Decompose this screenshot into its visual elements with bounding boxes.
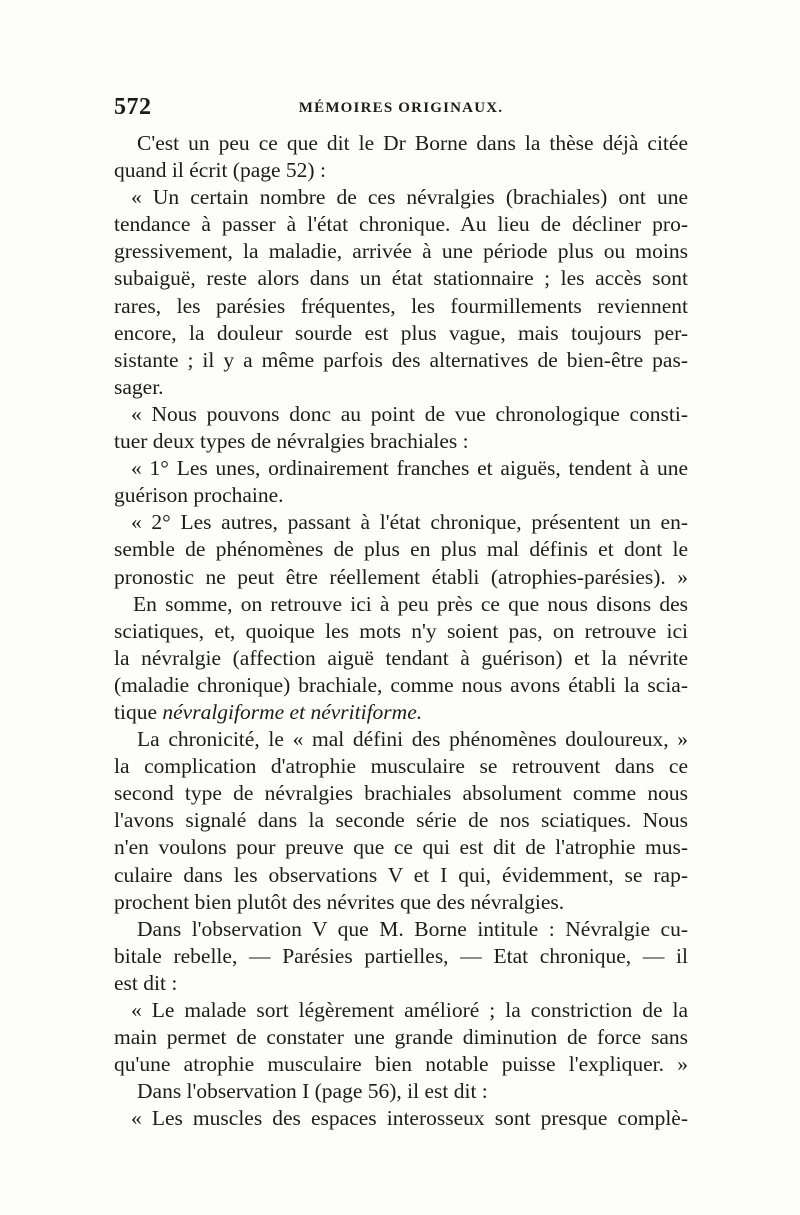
text-line (114, 455, 688, 482)
text-line-content: Dans l'observation V que M. Borne intitule : Névralgie cu- (137, 916, 688, 941)
body-text (114, 130, 688, 1132)
text-line (114, 645, 688, 672)
text-line (114, 889, 688, 916)
text-line-content: bitale rebelle, — Parésies partielles, — Etat chronique, — il (114, 943, 688, 968)
text-line (114, 699, 688, 726)
text-line (114, 211, 688, 238)
text-line-content: gressivement, la maladie, arrivée à une période plus ou moins (114, 239, 688, 264)
text-line-content: « Le malade sort légèrement amélioré ; la constriction de la (131, 998, 688, 1022)
text-line-content: rares, les parésies fréquentes, les fourmillements reviennent (114, 293, 688, 318)
text-line (114, 238, 688, 265)
text-line-content: tuer deux types de névralgies brachiales : (114, 429, 469, 454)
text-line (114, 184, 688, 211)
text-line (114, 1024, 688, 1051)
text-line-content: pronostic ne peut être réellement établi (atrophies-parésies). » (114, 564, 688, 589)
running-head: MÉMOIRES ORIGINAUX. (298, 100, 504, 116)
text-line-content: « Nous pouvons donc au point de vue chronologique consti- (131, 401, 688, 426)
text-line (114, 1078, 688, 1105)
text-line-content: « Les muscles des espaces interosseux sont presque complè- (131, 1106, 688, 1131)
text-line (114, 401, 688, 428)
text-line-content: « Un certain nombre de ces névralgies (brachiales) ont une (131, 185, 688, 210)
text-line-content: semble de phénomènes de plus en plus mal définis et dont le (114, 537, 688, 562)
text-line (114, 564, 688, 591)
text-line-content: (maladie chronique) brachiale, comme nous avons établi la scia- (114, 672, 688, 697)
text-line-content: prochent bien plutôt des névrites que des névralgies. (114, 889, 565, 914)
text-line (114, 374, 688, 401)
text-line (114, 320, 688, 347)
text-line (114, 618, 688, 645)
text-line (114, 130, 688, 157)
text-line (114, 970, 688, 997)
text-line (114, 943, 688, 970)
text-line-content: En somme, on retrouve ici à peu près ce que nous disons des (133, 591, 688, 616)
text-line (114, 265, 688, 292)
text-line-content: second type de névralgies brachiales absolument comme nous (114, 781, 688, 806)
text-line (114, 672, 688, 699)
text-line-content: main permet de constater une grande diminution de force sans (114, 1025, 688, 1050)
text-line (114, 753, 688, 780)
text-line (114, 780, 688, 807)
text-line-content: la complication d'atrophie musculaire se retrouvent dans ce (114, 754, 688, 779)
text-line (114, 293, 688, 320)
text-line-content: « 1° Les unes, ordinairement franches et aiguës, tendent à une (131, 456, 688, 481)
text-line (114, 347, 688, 374)
text-line-content: sager. (114, 374, 164, 399)
text-line (114, 726, 688, 753)
text-line (114, 1051, 688, 1078)
text-line (114, 157, 688, 184)
text-line-content: La chronicité, le « mal défini des phénomènes douloureux, » (137, 727, 688, 752)
text-line-content: l'avons signalé dans la seconde série de nos sciatiques. Nous (114, 808, 688, 833)
text-line-content: sistante ; il y a même parfois des alternatives de bien-être pas- (114, 347, 688, 372)
text-line-content: encore, la douleur sourde est plus vague, mais toujours per- (114, 320, 688, 345)
text-line (114, 916, 688, 943)
text-line-content: n'en voulons pour preuve que ce qui est dit de l'atrophie mus- (114, 835, 688, 860)
text-line (114, 834, 688, 861)
text-line (114, 591, 688, 618)
page-header (114, 94, 688, 124)
italic-term: névralgiforme et névritiforme. (162, 699, 423, 724)
text-line-content: « 2° Les autres, passant à l'état chronique, présentent un en- (131, 510, 688, 535)
page-number: 572 (114, 94, 152, 120)
text-line-content: subaiguë, reste alors dans un état stationnaire ; les accès sont (114, 266, 688, 291)
text-line (114, 862, 688, 889)
text-line-content: sciatiques, et, quoique les mots n'y soient pas, on retrouve ici (114, 618, 688, 643)
text-line-content: culaire dans les observations V et I qui, évidemment, se rap- (114, 862, 688, 887)
text-line-content: qu'une atrophie musculaire bien notable puisse l'expliquer. » (114, 1052, 688, 1077)
text-line (114, 482, 688, 509)
text-line-content: tique (114, 699, 163, 724)
text-line (114, 1105, 688, 1132)
text-line (114, 428, 688, 455)
text-line (114, 509, 688, 536)
text-line-content: la névralgie (affection aiguë tendant à guérison) et la névrite (114, 645, 688, 670)
text-line-content: tendance à passer à l'état chronique. Au lieu de décliner pro- (114, 212, 688, 237)
text-line-content: guérison prochaine. (114, 483, 284, 508)
text-line (114, 997, 688, 1024)
text-line-content: est dit : (114, 970, 178, 995)
text-line-content: quand il écrit (page 52) : (114, 158, 326, 183)
text-line-content: C'est un peu ce que dit le Dr Borne dans la thèse déjà citée (137, 131, 688, 155)
text-line-content: Dans l'observation I (page 56), il est dit : (137, 1079, 488, 1104)
text-line (114, 536, 688, 563)
text-line (114, 807, 688, 834)
